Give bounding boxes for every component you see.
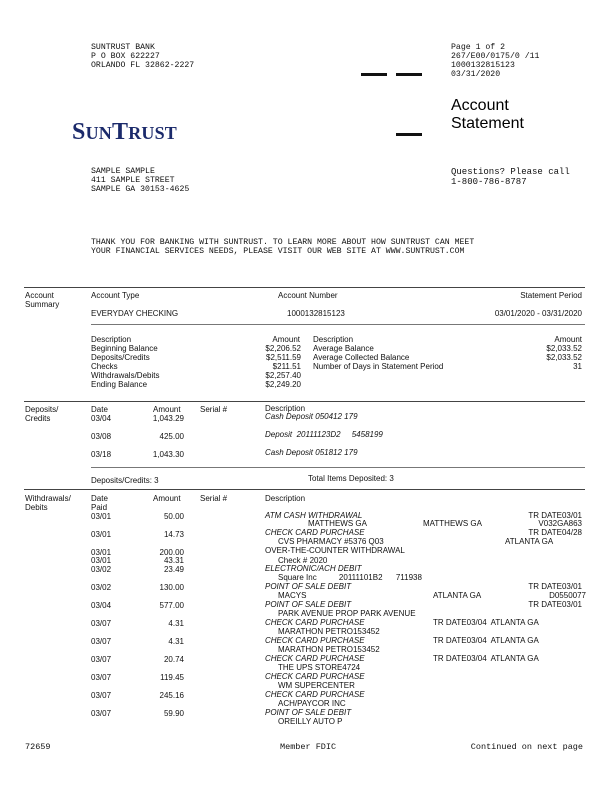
summary-row: [91, 362, 301, 371]
debit-amount: 4.31: [168, 619, 184, 628]
debit-date: 03/07: [91, 619, 112, 628]
svg-text:SUNTRUST: SUNTRUST: [72, 119, 178, 144]
summary-desc-header: Description: [313, 335, 354, 344]
summary-desc: Number of Days in Statement Period: [313, 362, 444, 371]
summary-amount: $2,033.52: [546, 353, 582, 362]
debit-date: 03/02: [91, 583, 112, 592]
section-divider: [24, 489, 585, 490]
section-label-line: Withdrawals/: [25, 494, 71, 503]
summary-desc: Ending Balance: [91, 380, 148, 389]
total-items-deposited: Total Items Deposited: 3: [308, 474, 394, 483]
col-amount: Amount: [153, 494, 181, 503]
debit-amount: 43.31: [163, 556, 184, 565]
debit-date: 03/01: [91, 512, 112, 521]
debit-amount: 23.49: [163, 565, 184, 574]
debit-date: 03/07: [91, 655, 112, 664]
debit-detail: WM SUPERCENTER: [278, 681, 355, 690]
summary-desc: Beginning Balance: [91, 344, 158, 353]
debit-date: 03/07: [91, 637, 112, 646]
debit-date: 03/01: [91, 548, 112, 557]
summary-desc: Checks: [91, 362, 118, 371]
debit-type: CHECK CARD PURCHASE: [265, 528, 365, 537]
footer-code: 72659: [25, 742, 51, 752]
phone-number: 1-800-786-8787: [451, 177, 527, 187]
deposit-amount: 1,043.29: [152, 414, 184, 423]
debit-type: CHECK CARD PURCHASE: [265, 690, 365, 699]
deposit-date: 03/18: [91, 450, 112, 459]
debit-trdate: TR DATE03/01: [528, 511, 582, 520]
summary-row: [91, 353, 301, 362]
suntrust-logo-mark: [72, 118, 190, 144]
section-label-line: Credits: [25, 414, 51, 423]
debit-type: POINT OF SALE DEBIT: [265, 582, 352, 591]
debit-amount: 14.73: [163, 530, 184, 539]
debit-detail: Square Inc 20111101B2 711938: [278, 573, 422, 582]
statement-code: 267/E00/0175/0 /11: [451, 52, 540, 61]
section-label-line: Deposits/: [25, 405, 59, 414]
suntrust-logo: [72, 118, 190, 150]
postal-bar: [396, 73, 422, 76]
debit-trdate: TR DATE03/01: [528, 582, 582, 591]
summary-desc: Average Collected Balance: [313, 353, 410, 362]
debit-type: ELECTRONIC/ACH DEBIT: [265, 564, 362, 573]
debit-location: MATTHEWS GA: [423, 519, 482, 528]
summary-row: [313, 344, 582, 353]
debit-amount: 119.45: [160, 673, 184, 682]
continued-next-page: Continued on next page: [470, 742, 583, 752]
debit-detail: MACYS: [278, 591, 307, 600]
bank-address: [91, 43, 194, 70]
account-number-label: Account Number: [278, 291, 338, 300]
debit-date: 03/07: [91, 691, 112, 700]
page-number: Page 1 of 2: [451, 43, 506, 52]
statement-period-label: Statement Period: [520, 291, 582, 300]
debit-trdate: TR DATE03/04 ATLANTA GA: [433, 654, 539, 663]
summary-desc: Average Balance: [313, 344, 374, 353]
deposit-amount: 425.00: [159, 432, 184, 441]
debit-detail: MARATHON PETRO153452: [278, 645, 380, 654]
deposit-date: 03/04: [91, 414, 112, 423]
summary-right-table: [313, 344, 582, 371]
section-label-line: Account: [25, 291, 54, 300]
statement-title-line: Account: [451, 97, 509, 114]
summary-amount: $211.51: [272, 362, 301, 371]
questions-contact: [451, 167, 570, 187]
statement-title: [451, 97, 524, 133]
summary-left-table: [91, 344, 301, 389]
debit-trdate: TR DATE04/28: [528, 528, 582, 537]
account-number: 1000132815123: [287, 309, 345, 318]
debit-amount: 577.00: [159, 601, 184, 610]
statement-period: 03/01/2020 - 03/31/2020: [494, 309, 582, 318]
summary-row: [313, 353, 582, 362]
message-line: YOUR FINANCIAL SERVICES NEEDS, PLEASE VISIT OUR WEB SITE AT WWW.SUNTRUST.COM: [91, 247, 465, 256]
debit-detail: OREILLY AUTO P: [278, 717, 343, 726]
summary-amount: $2,511.59: [266, 353, 301, 362]
debit-type: CHECK CARD PURCHASE: [265, 672, 365, 681]
deposit-description: Cash Deposit 050412 179: [265, 412, 358, 421]
summary-row: [91, 344, 301, 353]
summary-underline: [91, 324, 585, 325]
debit-code: V032GA863: [538, 519, 582, 528]
col-serial: Serial #: [200, 494, 228, 503]
col-description: Description: [265, 494, 306, 503]
debit-amount: 245.16: [159, 691, 184, 700]
debit-date: 03/01: [91, 530, 112, 539]
account-type-label: Account Type: [91, 291, 140, 300]
customer-address: [91, 167, 189, 194]
summary-amount: $2,249.20: [265, 380, 301, 389]
member-fdic: Member FDIC: [280, 742, 337, 752]
deposit-amount: 1,043.30: [152, 450, 184, 459]
debit-type: OVER-THE-COUNTER WITHDRAWAL: [265, 546, 405, 555]
summary-desc: Deposits/Credits: [91, 353, 150, 362]
debit-date: 03/07: [91, 709, 112, 718]
section-label-line: Debits: [25, 503, 48, 512]
debit-amount: 50.00: [163, 512, 184, 521]
summary-amount-header: Amount: [554, 335, 582, 344]
deposit-description: Deposit 20111123D2 5458199: [265, 430, 383, 439]
debit-trdate: TR DATE03/01: [528, 600, 582, 609]
debit-type: CHECK CARD PURCHASE: [265, 618, 365, 627]
customer-city: SAMPLE GA 30153-4625: [91, 185, 190, 194]
section-divider: [24, 287, 585, 288]
bank-address-line: SUNTRUST BANK: [91, 43, 155, 52]
debit-type: CHECK CARD PURCHASE: [265, 654, 365, 663]
col-date-paid: Paid: [91, 503, 108, 512]
postal-bar: [396, 133, 422, 136]
postal-bar: [361, 73, 387, 76]
summary-amount-header: Amount: [272, 335, 300, 344]
debit-code: D0550077: [549, 591, 586, 600]
customer-street: 411 SAMPLE STREET: [91, 176, 175, 185]
summary-amount: $2,257.40: [265, 371, 301, 380]
debit-type: CHECK CARD PURCHASE: [265, 636, 365, 645]
debit-amount: 4.31: [168, 637, 184, 646]
debit-amount: 59.90: [163, 709, 184, 718]
col-serial: Serial #: [200, 405, 228, 414]
questions-label: Questions? Please call: [451, 167, 570, 177]
bank-address-line: ORLANDO FL 32862-2227: [91, 61, 195, 70]
deposits-count: Deposits/Credits: 3: [91, 476, 159, 485]
customer-name: SAMPLE SAMPLE: [91, 167, 155, 176]
summary-row: [91, 380, 301, 389]
debit-amount: 200.00: [159, 548, 184, 557]
debit-trdate: TR DATE03/04 ATLANTA GA: [433, 618, 539, 627]
debit-date: 03/04: [91, 601, 112, 610]
deposits-section-label: [25, 405, 58, 423]
section-label-line: Summary: [25, 300, 60, 309]
debit-amount: 130.00: [159, 583, 184, 592]
debit-date: 03/01: [91, 556, 112, 565]
debit-type: POINT OF SALE DEBIT: [265, 708, 352, 717]
deposit-date: 03/08: [91, 432, 112, 441]
deposits-underline: [91, 467, 585, 468]
summary-amount: 31: [573, 362, 582, 371]
message-line: THANK YOU FOR BANKING WITH SUNTRUST. TO LEARN MORE ABOUT HOW SUNTRUST CAN MEET: [91, 238, 475, 247]
account-type: EVERYDAY CHECKING: [91, 309, 179, 318]
bank-address-line: P O BOX 622227: [91, 52, 160, 61]
summary-amount: $2,206.52: [265, 344, 301, 353]
summary-row: [91, 371, 301, 380]
debit-detail: MATTHEWS GA: [308, 519, 367, 528]
col-description: Description: [265, 404, 306, 413]
withdrawals-section-label: [25, 494, 71, 512]
section-divider: [24, 401, 585, 402]
summary-desc: Withdrawals/Debits: [91, 371, 160, 380]
debit-type: POINT OF SALE DEBIT: [265, 600, 352, 609]
deposit-description: Cash Deposit 051812 179: [265, 448, 358, 457]
debit-detail: ACH/PAYCOR INC: [278, 699, 346, 708]
account-id: 1000132815123: [451, 61, 515, 70]
debit-type: Check # 2020: [278, 556, 328, 565]
col-date: Date: [91, 405, 108, 414]
debit-detail: MARATHON PETRO153452: [278, 627, 380, 636]
page-info: [451, 43, 539, 79]
debit-location: ATLANTA GA: [433, 591, 482, 600]
summary-amount: $2,033.52: [546, 344, 582, 353]
debit-trdate: TR DATE03/04 ATLANTA GA: [433, 636, 539, 645]
summary-desc-header: Description: [91, 335, 132, 344]
debit-type: ATM CASH WITHDRAWAL: [265, 511, 363, 520]
debit-date: 03/07: [91, 673, 112, 682]
summary-row: [313, 362, 582, 371]
col-date: Date: [91, 494, 108, 503]
debit-location: ATLANTA GA: [505, 537, 554, 546]
statement-date: 03/31/2020: [451, 70, 501, 79]
statement-title-line: Statement: [451, 115, 524, 132]
debit-amount: 20.74: [163, 655, 184, 664]
debit-date: 03/02: [91, 565, 112, 574]
marketing-message: [91, 238, 474, 256]
debit-detail: CVS PHARMACY #5376 Q03: [278, 537, 384, 546]
col-amount: Amount: [153, 405, 181, 414]
debit-detail: THE UPS STORE4724: [278, 663, 361, 672]
summary-section-label: [25, 291, 59, 309]
debit-detail: PARK AVENUE PROP PARK AVENUE: [278, 609, 416, 618]
